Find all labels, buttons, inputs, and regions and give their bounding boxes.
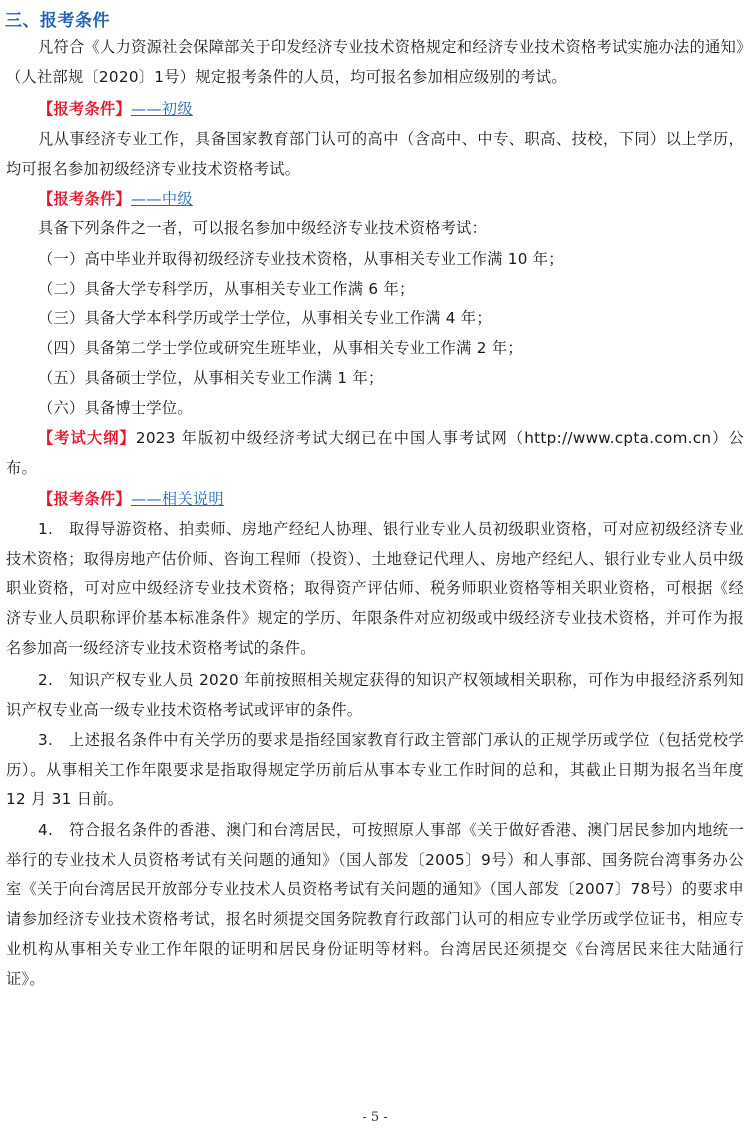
- syllabus-tag: 【考试大纲】: [38, 429, 136, 447]
- list-item: （一）高中毕业并取得初级经济专业技术资格，从事相关专业工作满 10 年；: [38, 250, 564, 268]
- dash: ——: [130, 190, 162, 208]
- tag-label: 【报考条件】: [38, 190, 131, 208]
- junior-paragraph: 凡从事经济专业工作，具备国家教育部门认可的高中（含高中、中专、职高、技校，下同）以上学历，均可报名参加初级经济专业技术资格考试。: [6, 130, 744, 178]
- intermediate-lead: 具备下列条件之一者，可以报名参加中级经济专业技术资格考试：: [38, 219, 488, 237]
- syllabus-text: 2023 年版初中级经济考试大纲已在中国人事考试网（http://www.cpta.com.cn）公布。: [6, 429, 744, 477]
- junior-link[interactable]: 初级: [161, 100, 193, 118]
- list-item: （三）具备大学本科学历或学士学位，从事相关专业工作满 4 年；: [38, 309, 492, 327]
- list-item: （二）具备大学专科学历，从事相关专业工作满 6 年；: [38, 280, 415, 298]
- list-item: （五）具备硕士学位，从事相关专业工作满 1 年；: [38, 369, 384, 387]
- intermediate-link[interactable]: 中级: [161, 190, 193, 208]
- section-heading: 三、报考条件: [5, 11, 110, 31]
- note-item: 1. 取得导游资格、拍卖师、房地产经纪人协理、银行业专业人员初级职业资格，可对应初级经济专业技术资格；取得房地产估价师、咨询工程师（投资）、土地登记代理人、房地产经纪人、银行业专业人员中级职业资格，可对应中级经济专业技术资格；取得资产评估师、税务师职业资格等相关职业资格，可根据《经济专业人员职称评价基本标准条件》规定的学历、年限条件对应初级或中级经济专业技术资格，并可作为报名参加高一级经济专业技术资格考试的条件。: [6, 520, 744, 657]
- note-item: 2. 知识产权专业人员 2020 年前按照相关规定获得的知识产权领域相关职称，可作为申报经济系列知识产权专业高一级专业技术资格考试或评审的条件。: [6, 671, 744, 719]
- dash: ——: [130, 490, 162, 508]
- tag-label: 【报考条件】: [38, 100, 131, 118]
- note-item: 3. 上述报名条件中有关学历的要求是指经国家教育行政主管部门承认的正规学历或学位（包括党校学历）。从事相关工作年限要求是指取得规定学历前后从事本专业工作时间的总和，其截止日期为报名当年度 12 月 31 日前。: [6, 731, 744, 809]
- list-item: （六）具备博士学位。: [38, 399, 193, 417]
- page-number: - 5 -: [362, 1110, 388, 1125]
- intermediate-subheading: [6, 185, 744, 215]
- syllabus-paragraph: [6, 424, 744, 483]
- note-item: 4. 符合报名条件的香港、澳门和台湾居民，可按照原人事部《关于做好香港、澳门居民参加内地统一举行的专业技术人员资格考试有关问题的通知》（国人部发〔2005〕9号）和人事部、国务院台湾事务办公室《关于向台湾居民开放部分专业技术人员资格考试有关问题的通知》（国人部发〔2007〕78号）的要求申请参加经济专业技术资格考试，报名时须提交国务院教育行政部门认可的相应专业学历或学位证书，相应专业机构从事相关专业工作年限的证明和居民身份证明等材料。台湾居民还须提交《台湾居民来往大陆通行证》。: [6, 821, 744, 988]
- tag-label: 【报考条件】: [38, 490, 131, 508]
- intro-paragraph: 凡符合《人力资源社会保障部关于印发经济专业技术资格规定和经济专业技术资格考试实施办法的通知》（人社部规〔2020〕1号）规定报考条件的人员，均可报名参加相应级别的考试。: [6, 38, 744, 86]
- dash: ——: [130, 100, 162, 118]
- notes-link[interactable]: 相关说明: [161, 490, 224, 508]
- junior-subheading: [6, 95, 744, 125]
- notes-subheading: [6, 485, 744, 515]
- list-item: （四）具备第二学士学位或研究生班毕业，从事相关专业工作满 2 年；: [38, 339, 523, 357]
